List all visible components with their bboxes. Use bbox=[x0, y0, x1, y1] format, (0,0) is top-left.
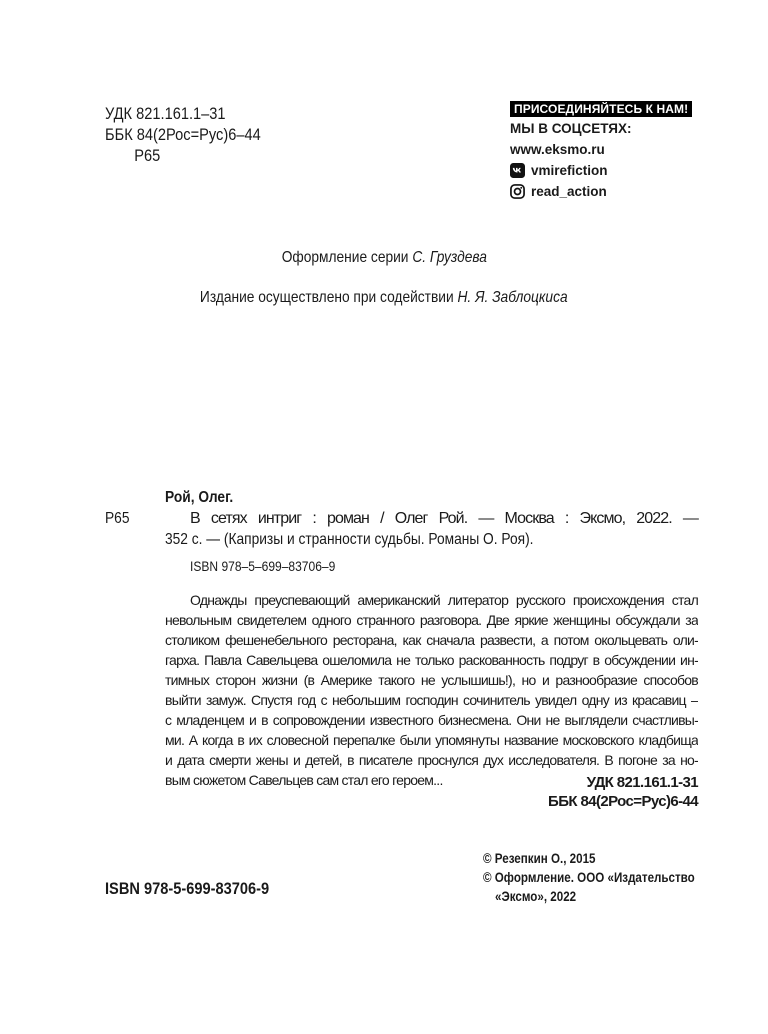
annotation-line: гарха. Павла Савельцева ошеломила не только раскованность подруг в обсуждении ин- bbox=[165, 652, 698, 668]
annotation-line: Однажды преуспевающий американский литератор русского происхождения стал bbox=[190, 592, 698, 608]
series-design-name: С. Груздева bbox=[412, 249, 487, 266]
annotation-line: тимных сторон жизни (в Америке такого не услышишь!), но и разнообразие способов bbox=[165, 672, 698, 688]
copyright-author: © Резепкин О., 2015 bbox=[483, 851, 596, 866]
annotation-line: невольным свидетелем одного странного разговора. Две яркие женщины обсуждали за bbox=[165, 612, 698, 628]
series-design-label: Оформление серии bbox=[281, 249, 409, 266]
copyright-block bbox=[483, 849, 695, 906]
copyright-design: © Оформление. ООО «Издательство bbox=[483, 870, 695, 885]
instagram-handle: read_action bbox=[531, 184, 607, 199]
series-design-credit bbox=[0, 249, 768, 267]
social-label: МЫ В СОЦСЕТЯХ: bbox=[510, 121, 632, 136]
bbk-code: ББК 84(2Рос=Рус)6–44 bbox=[105, 125, 261, 144]
bbk-code-right: ББК 84(2Рос=Рус)6-44 bbox=[548, 793, 698, 810]
join-us-banner: ПРИСОЕДИНЯЙТЕСЬ К НАМ! bbox=[510, 101, 692, 117]
annotation-line: и дата смерти жены и детей, в писателе проснулся дух исследователя. В погоне за но- bbox=[165, 752, 698, 768]
annotation-line: столиком фешенебельного ресторана, как сначала развести, а потом окольцевать оли- bbox=[165, 632, 698, 648]
copyright-publisher: «Эксмо», 2022 bbox=[495, 889, 577, 904]
author-mark-bib: Р65 bbox=[105, 510, 130, 527]
isbn-inline: ISBN 978–5–699–83706–9 bbox=[190, 558, 336, 574]
website-link[interactable]: www.eksmo.ru bbox=[510, 142, 605, 157]
annotation-line: с младенцем и в сопровождении известного бизнесмена. Они не выглядели счастливы- bbox=[165, 712, 698, 728]
author-heading: Рой, Олег. bbox=[165, 489, 234, 506]
annotation bbox=[165, 590, 698, 790]
author-mark: Р65 bbox=[134, 146, 161, 165]
support-name: Н. Я. Заблоцкиса bbox=[457, 289, 568, 306]
support-label: Издание осуществлено при содействии bbox=[200, 289, 454, 306]
annotation-line: ми. А когда в их словесной перепалке были упомянуты название московского кладбища bbox=[165, 732, 698, 748]
vk-handle: vmirefiction bbox=[531, 163, 608, 178]
isbn-main: ISBN 978-5-699-83706-9 bbox=[105, 879, 270, 898]
bib-description-line1: В сетях интриг : роман / Олег Рой. — Москва : Эксмо, 2022. — bbox=[190, 510, 698, 527]
udk-code: УДК 821.161.1–31 bbox=[105, 104, 226, 123]
udk-code-right: УДК 821.161.1-31 bbox=[586, 774, 698, 791]
support-credit bbox=[0, 289, 768, 307]
annotation-line: вым сюжетом Савельцев сам стал его героем... bbox=[165, 772, 443, 788]
instagram-icon bbox=[510, 184, 525, 199]
bib-description-line2: 352 с. — (Капризы и странности судьбы. Романы О. Роя). bbox=[165, 531, 534, 548]
social-promo bbox=[510, 100, 700, 202]
annotation-line: выйти замуж. Спустя год с небольшим господин сочинитель увидел одну из красавиц – bbox=[165, 692, 698, 708]
codes-right bbox=[548, 773, 698, 811]
vk-icon bbox=[510, 163, 525, 178]
vk-link[interactable] bbox=[510, 160, 700, 181]
classification-codes bbox=[105, 103, 261, 166]
instagram-link[interactable] bbox=[510, 181, 700, 202]
